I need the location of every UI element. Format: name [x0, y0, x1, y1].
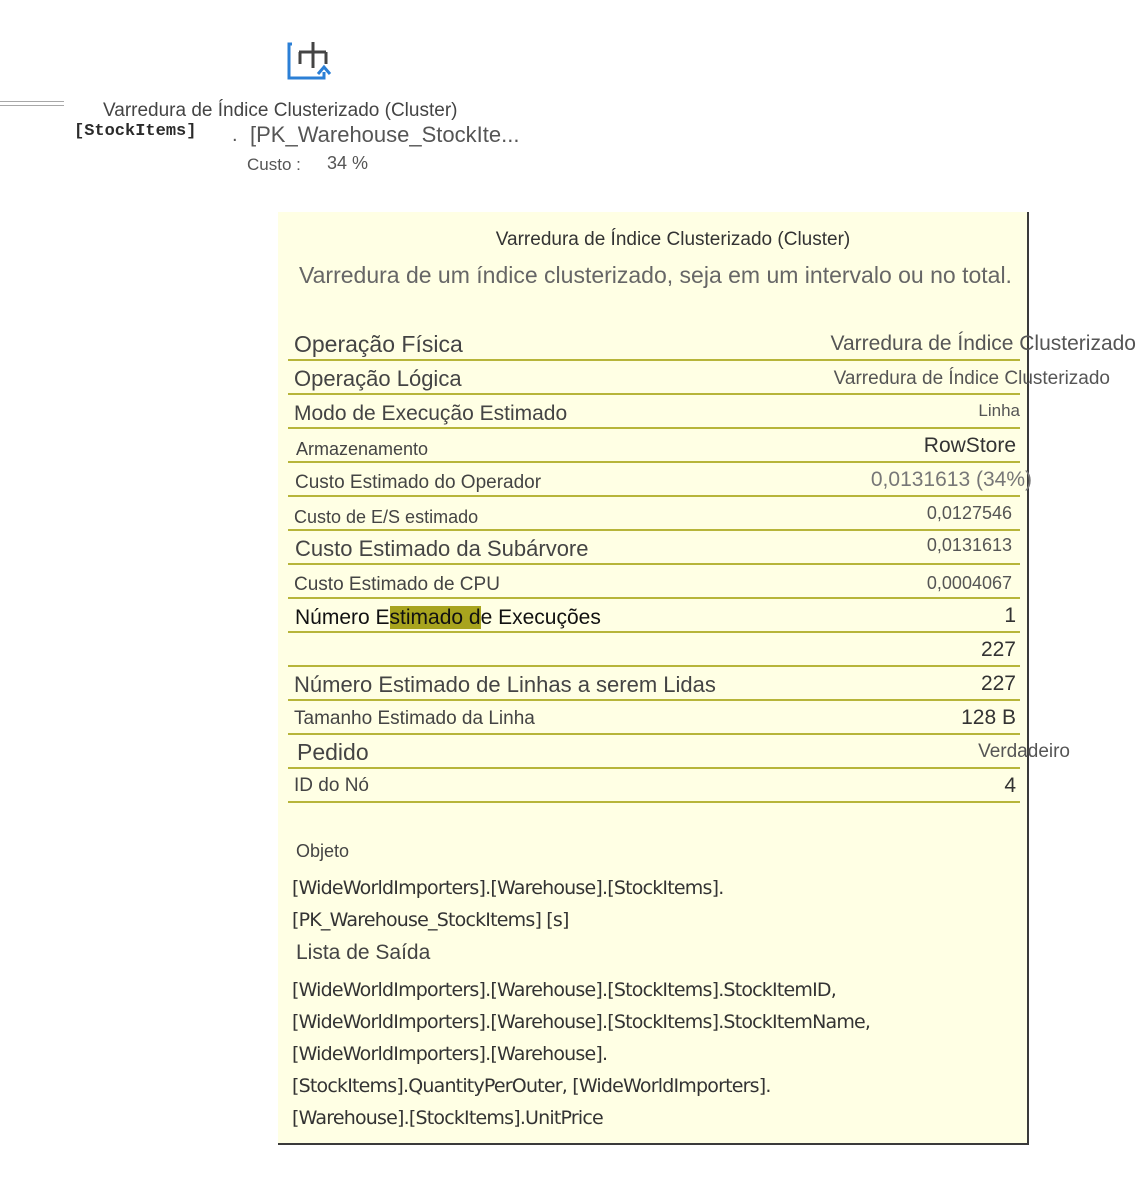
clustered-index-scan-icon[interactable] [284, 38, 336, 86]
output-line: [StockItems].QuantityPerOuter, [WideWorldImporters]. [292, 1075, 771, 1097]
property-value: 4 [1004, 774, 1016, 797]
property-label: Operação Lógica [294, 366, 462, 391]
node-separator: . [232, 124, 238, 146]
object-line: [WideWorldImporters].[Warehouse].[StockItems]. [292, 877, 724, 899]
property-label: Pedido [297, 739, 369, 765]
property-value: 128 B [961, 706, 1016, 729]
property-value: 227 [980, 638, 1016, 661]
tooltip-description: Varredura de um índice clusterizado, seja em um intervalo ou no total. [299, 262, 1012, 288]
property-value: 0,0131613 (34%) [870, 468, 1032, 491]
highlighted-selection: stimado d [389, 606, 481, 629]
property-label: Custo Estimado de CPU [294, 574, 500, 595]
property-row-row-size [288, 701, 1020, 735]
property-row-executions [288, 599, 1020, 633]
property-row-logical-operation [288, 361, 1110, 395]
property-value: 1 [1004, 604, 1016, 627]
label-part: Número E [295, 606, 390, 629]
output-line: [WideWorldImporters].[Warehouse].[StockItems].StockItemID, [292, 979, 836, 1001]
operator-tooltip [278, 212, 1136, 1145]
property-label: Modo de Execução Estimado [294, 402, 568, 425]
property-value: Linha [978, 401, 1020, 420]
node-cost-label: Custo : [247, 155, 301, 174]
object-text [292, 872, 1012, 936]
property-row-storage [288, 429, 1020, 463]
output-line: [WideWorldImporters].[Warehouse].[StockItems].StockItemName, [292, 1011, 871, 1033]
property-value: RowStore [923, 434, 1016, 457]
plan-connector-line [0, 101, 64, 106]
property-label: Custo de E/S estimado [294, 507, 479, 527]
property-label: Armazenamento [296, 439, 429, 459]
property-label: Número Estimado de Linhas a serem Lidas [294, 672, 716, 697]
property-row-rows-read [288, 667, 1020, 701]
output-list-text [292, 974, 1012, 1134]
property-row-execution-mode [288, 395, 1020, 429]
property-row-estimated-rows [288, 633, 1020, 667]
property-label: ID do Nó [294, 775, 369, 796]
property-value: Verdadeiro [978, 741, 1070, 762]
property-row-cpu-cost [288, 565, 1020, 599]
node-table-name: [StockItems] [74, 122, 197, 141]
output-line: [Warehouse].[StockItems].UnitPrice [292, 1107, 603, 1129]
property-label: Operação Física [294, 331, 463, 357]
property-label: Tamanho Estimado da Linha [294, 708, 535, 729]
property-value: Varredura de Índice Clusterizado [833, 368, 1110, 389]
property-label [295, 606, 601, 630]
object-heading: Objeto [296, 841, 350, 861]
property-row-io-cost [288, 497, 1020, 531]
property-value: 0,0004067 [926, 573, 1012, 593]
property-row-physical-operation [288, 327, 1136, 361]
node-index-name: [PK_Warehouse_StockIte... [250, 122, 520, 147]
property-row-node-id [288, 769, 1020, 803]
object-line: [PK_Warehouse_StockItems] [s] [292, 909, 569, 931]
node-operator-title[interactable]: Varredura de Índice Clusterizado (Cluster) [103, 100, 458, 121]
property-label: Custo Estimado da Subárvore [295, 536, 589, 561]
property-value: 0,0127546 [926, 503, 1012, 523]
property-row-subtree-cost [288, 531, 1020, 565]
property-value: 0,0131613 [926, 535, 1012, 555]
output-line: [WideWorldImporters].[Warehouse]. [292, 1043, 608, 1065]
output-list-heading: Lista de Saída [296, 941, 431, 964]
property-value: Varredura de Índice Clusterizado [830, 332, 1136, 355]
property-row-operator-cost [288, 463, 1032, 497]
property-label: Custo Estimado do Operador [295, 472, 542, 493]
label-part: e Execuções [480, 606, 601, 629]
property-row-ordered [288, 735, 1070, 769]
tooltip-title: Varredura de Índice Clusterizado (Cluster) [495, 229, 851, 250]
property-value: 227 [980, 672, 1016, 695]
node-cost-value: 34 % [327, 153, 369, 173]
